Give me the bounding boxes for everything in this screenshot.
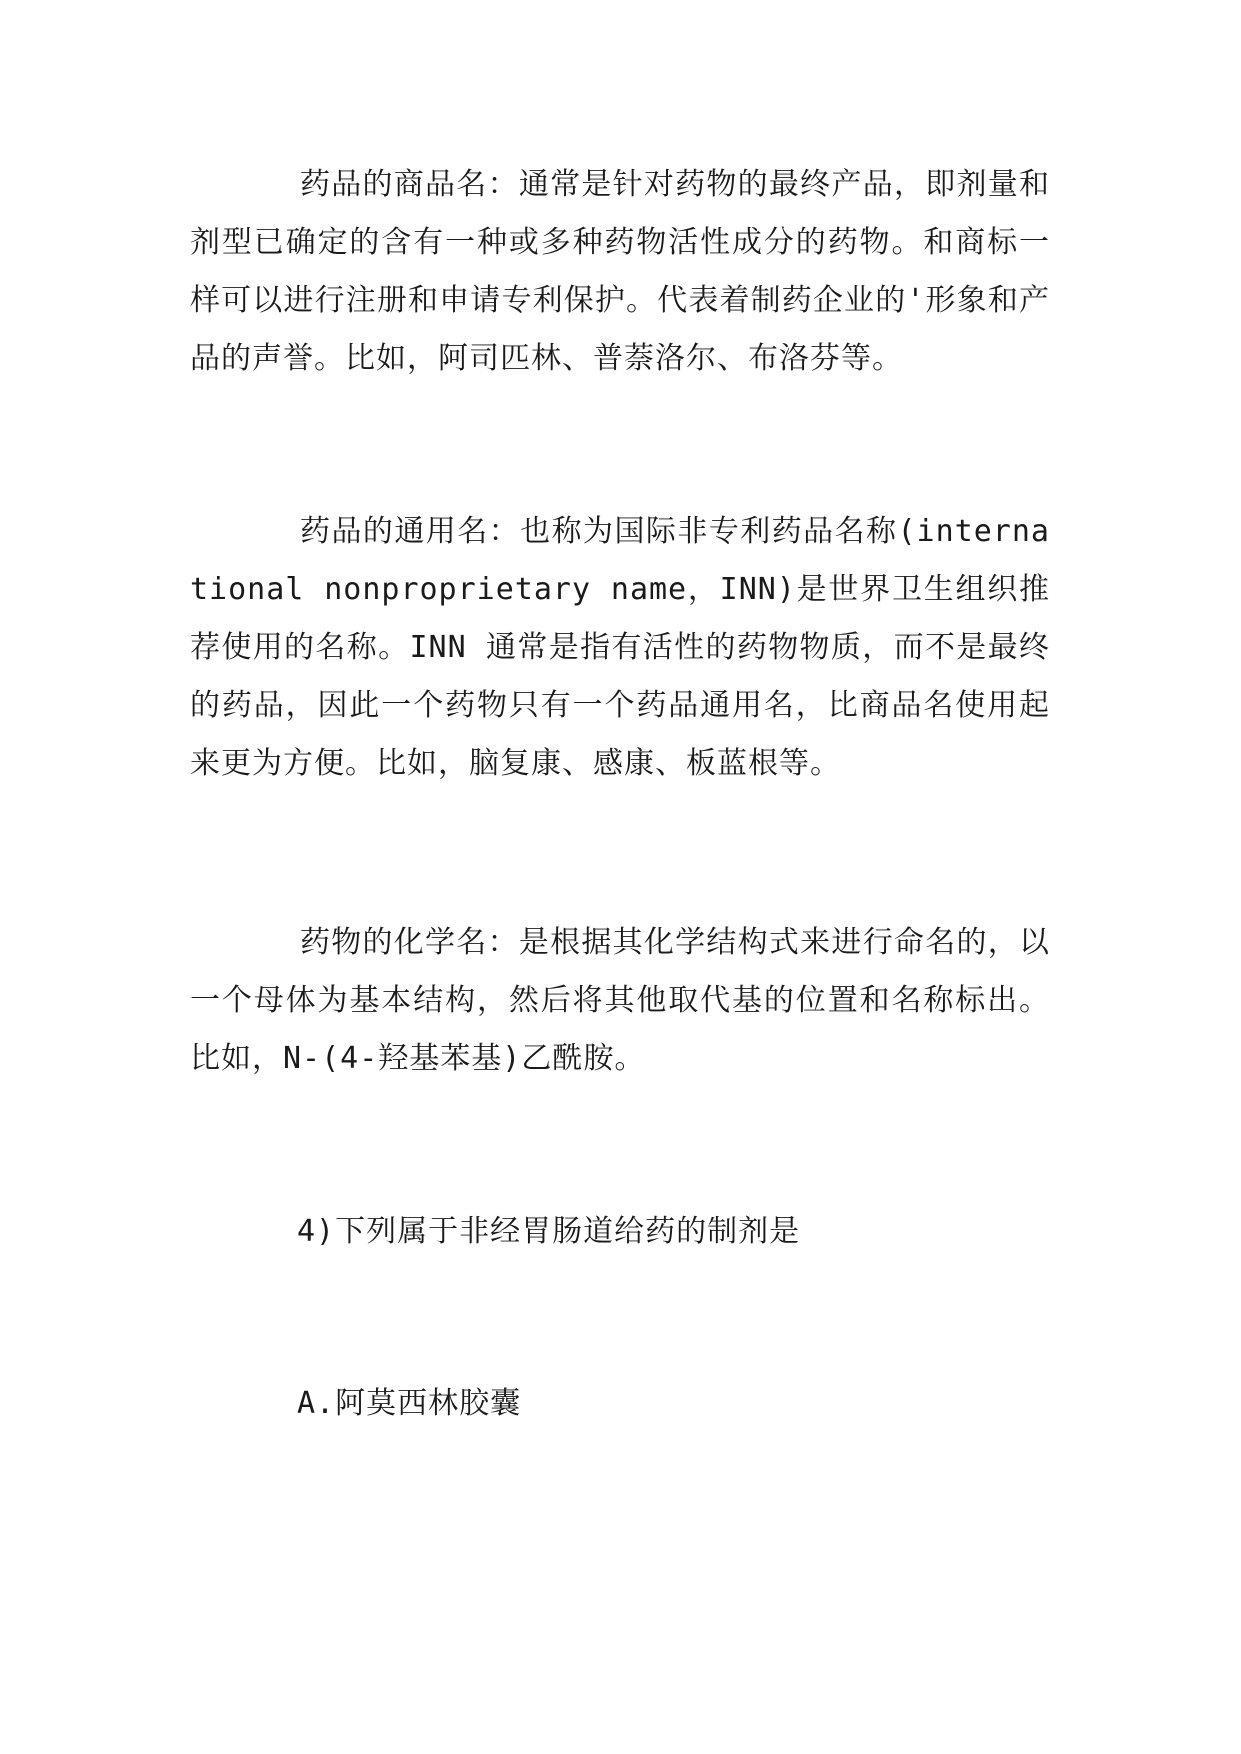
question-text: 4)下列属于非经胃肠道给药的制剂是 (297, 1214, 801, 1249)
paragraph-generic-name: 药品的通用名：也称为国际非专利药品名称(international nonproprietary name，INN)是世界卫生组织推荐使用的名称。INN 通常是指有活性的药物物质，而不是最终的药品，因此一个药物只有一个药品通用名，比商品名使用起来更为方便。比如，脑复康、感康、板蓝根等。 (190, 514, 1050, 781)
answer-option-a: A.阿莫西林胶囊 (297, 1386, 522, 1421)
paragraph-trade-name: 药品的商品名：通常是针对药物的最终产品，即剂量和剂型已确定的含有一种或多种药物活性成分的药物。和商标一样可以进行注册和申请专利保护。代表着制药企业的'形象和产品的声誉。比如，阿司匹林、普萘洛尔、布洛芬等。 (190, 167, 1050, 376)
paragraph-chemical-name: 药物的化学名：是根据其化学结构式来进行命名的，以一个母体为基本结构，然后将其他取代基的位置和名称标出。比如，N-(4-羟基苯基)乙酰胺。 (190, 925, 1050, 1076)
